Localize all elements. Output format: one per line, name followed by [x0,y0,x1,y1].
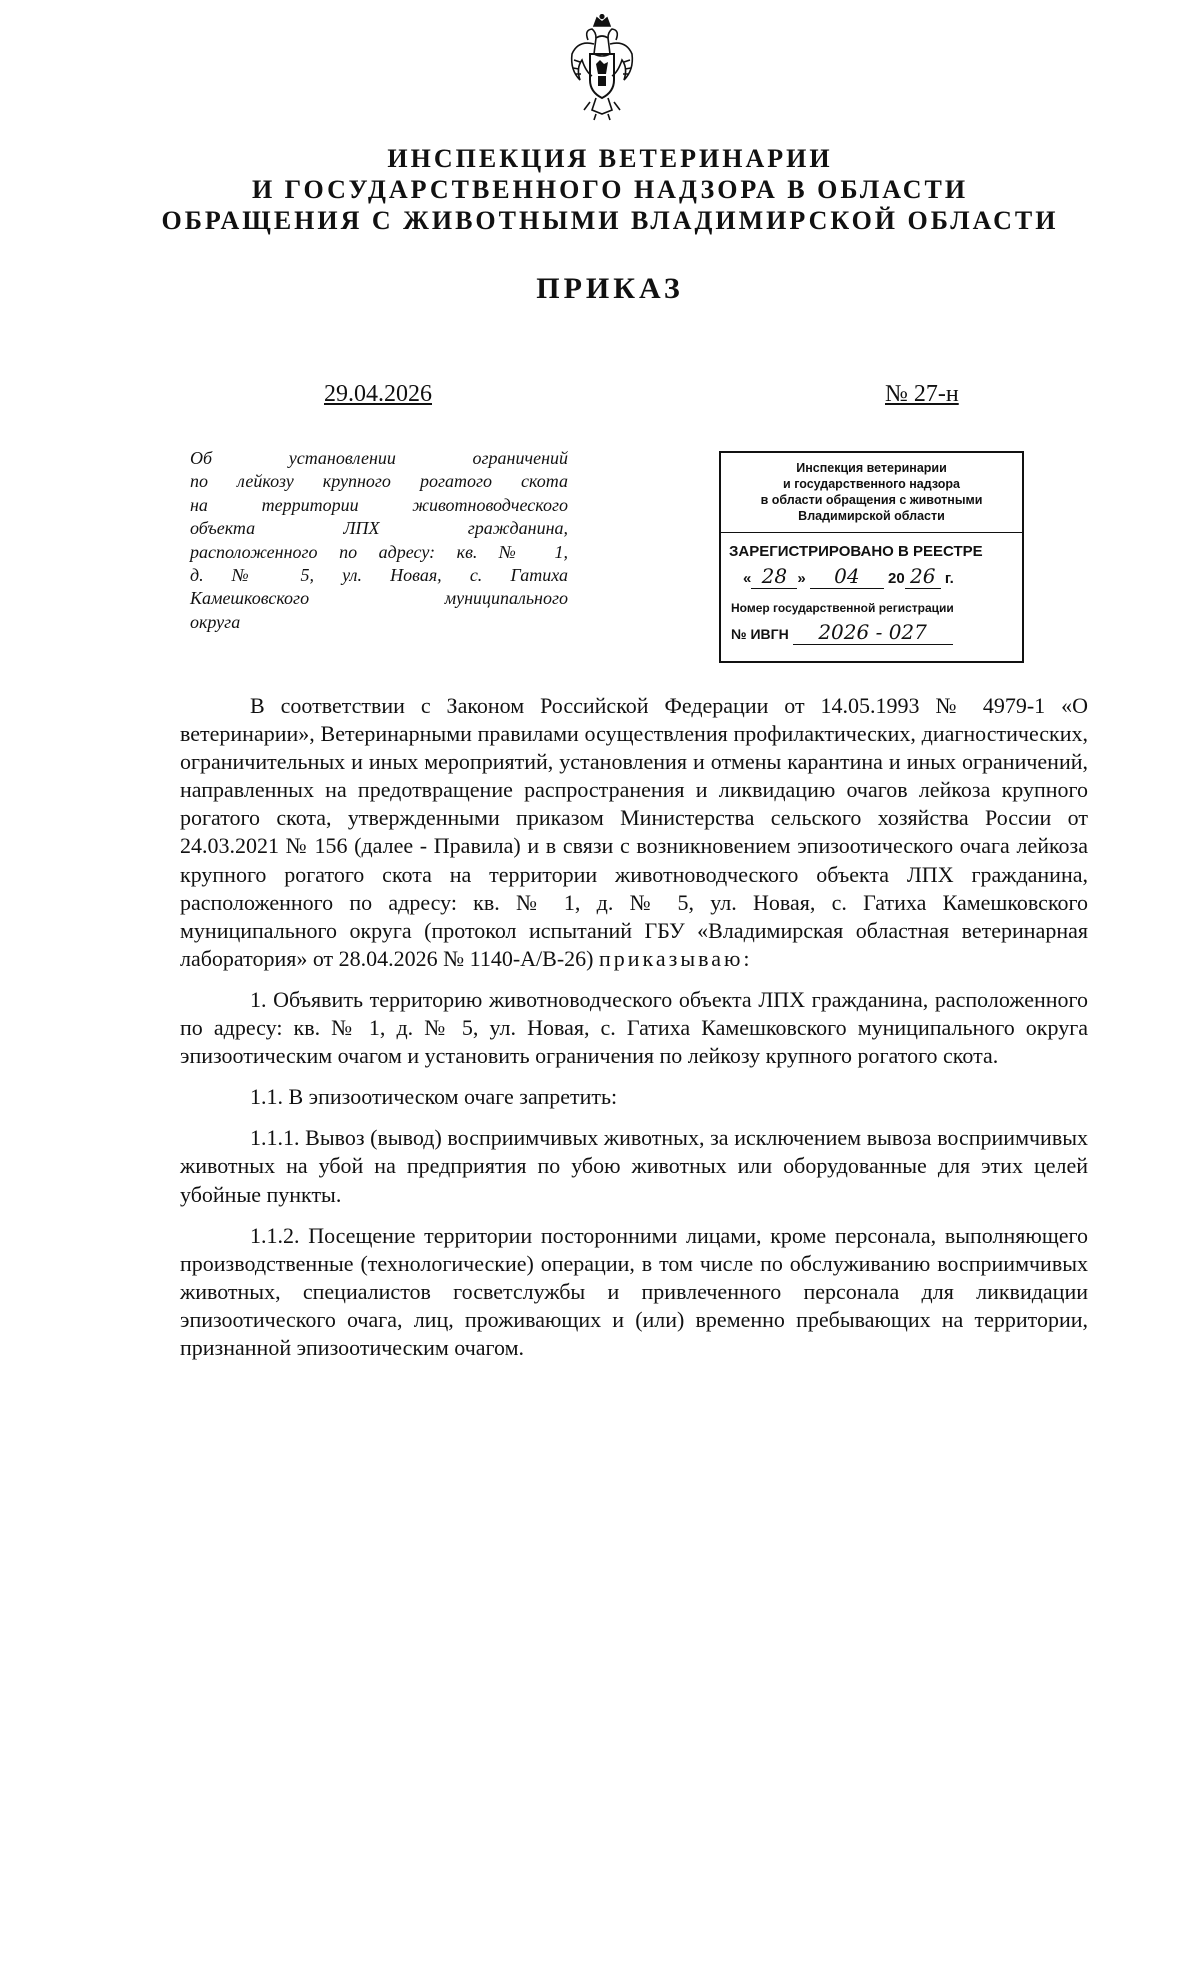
document-subject [190,447,568,634]
subject-line: д. № 5, ул. Новая, с. Гатиха [190,565,568,586]
stamp-day: 28 [751,564,797,589]
stamp-registration-date [743,564,1022,589]
registration-stamp [719,451,1024,663]
subject-line: Об установлении ограничений [190,448,568,468]
stamp-close-quote: » [797,570,806,587]
subject-line: Камешковского муниципального [190,588,568,609]
stamp-month: 04 [810,564,884,589]
subject-line: расположенного по адресу: кв. № 1, [190,541,568,562]
paragraph-item-1-1-2: 1.1.2. Посещение территории посторонними лицами, кроме персонала, выполняющего производственные (технологические) операции, в том числе по обслуживанию восприимчивых животных, специалистов госветслужбы и привлеченного персонала для ликвидации эпизоотического очага, лиц, проживающих и (или) временно пребывающих на территории, признанной эпизоотическим очагом. [180,1222,1088,1360]
subject-line: по лейкозу крупного рогатого скота [190,471,568,492]
stamp-org-line: в области обращения с животными [760,493,983,507]
document-date: 29.04.2026 [324,381,432,407]
document-body [180,692,1088,1375]
preamble-text: В соответствии с Законом Российской Федерации от 14.05.1993 № 4979-1 «О ветеринарии», Ветеринарными правилами осуществления профилактических, диагностических, ограничительных и иных мероприятий, установления и отмены карантина и иных ограничений, направленных на предотвращение распространения и ликвидацию очагов лейкоза крупного рогатого скота, утвержденными приказом Министерства сельского хозяйства России от 24.03.2021 № 156 (далее - Правила) и в связи с возникновением эпизоотического очага лейкоза крупного рогатого скота на территории животноводческого объекта ЛПХ гражданина, расположенного по адресу: кв. № 1, д. № 5, ул. Новая, с. Гатиха Камешковского муниципального округа (протокол испытаний ГБУ «Владимирская областная ветеринарная лаборатория» от 28.04.2026 № 1140-А/В-26) [180,693,1088,971]
paragraph-item-1-1-1: 1.1.1. Вывоз (вывод) восприимчивых животных, за исключением вывоза восприимчивых животных на убой на предприятия по убою животных или оборудованные для этих целей убойные пункты. [180,1125,1088,1207]
subject-line: объекта ЛПХ гражданина, [190,518,568,539]
stamp-registered-label: ЗАРЕГИСТРИРОВАНО В РЕЕСТРЕ [729,543,983,560]
organization-line-1: ИНСПЕКЦИЯ ВЕТЕРИНАРИИ [387,144,833,173]
stamp-open-quote: « [743,570,752,587]
stamp-organization [721,460,1022,524]
stamp-year-suffix: 26 [905,564,941,589]
organization-name [150,143,1070,236]
subject-line: на территории животноводческого [190,494,568,515]
stamp-reg-number-label: Номер государственной регистрации [731,601,954,615]
stamp-year-unit: г. [944,570,954,587]
stamp-reg-prefix: № ИВГН [731,626,789,642]
paragraph-preamble [180,692,1088,973]
coat-of-arms-icon [566,14,638,122]
organization-line-2: И ГОСУДАРСТВЕННОГО НАДЗОРА В ОБЛАСТИ [251,175,969,204]
order-word: приказываю: [599,945,753,971]
organization-line-3: ОБРАЩЕНИЯ С ЖИВОТНЫМИ ВЛАДИМИРСКОЙ ОБЛАСТИ [161,206,1059,235]
document-number: № 27-н [885,381,959,407]
stamp-reg-number: 2026 - 027 [793,620,953,645]
stamp-org-line: Владимирской области [798,509,945,523]
stamp-year-prefix: 20 [888,570,905,587]
paragraph-item-1: 1. Объявить территорию животноводческого объекта ЛПХ гражданина, расположенного по адресу: кв. № 1, д. № 5, ул. Новая, с. Гатиха Камешковского муниципального округа эпизоотическим очагом и установить ограничения по лейкозу крупного рогатого скота. [180,986,1088,1069]
document-type: ПРИКАЗ [536,272,684,305]
stamp-reg-number-row [731,620,1022,645]
paragraph-item-1-1: 1.1. В эпизоотическом очаге запретить: [250,1084,618,1110]
subject-line: округа [190,611,241,632]
stamp-divider [721,532,1022,533]
stamp-org-line: Инспекция ветеринарии [796,461,947,475]
stamp-org-line: и государственного надзора [783,477,960,491]
